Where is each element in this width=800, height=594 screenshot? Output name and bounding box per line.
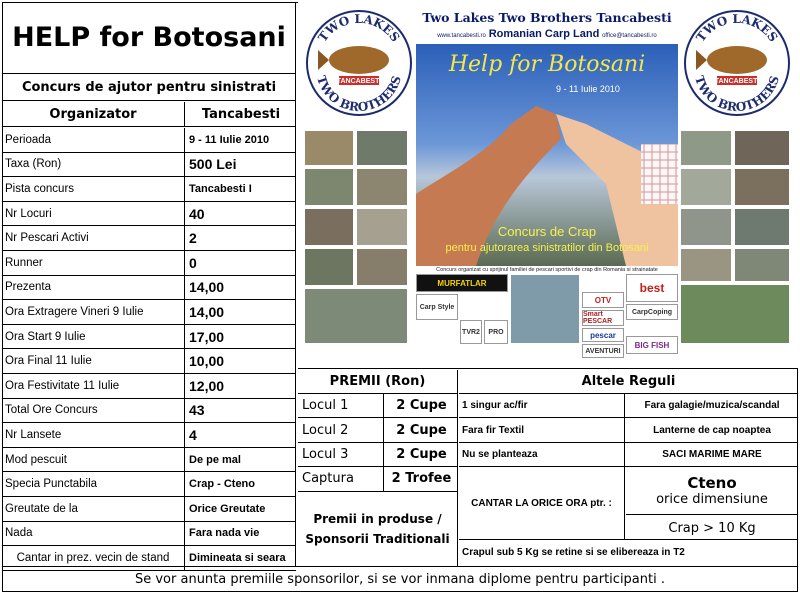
detail-label: Runner	[2, 251, 185, 275]
flood-photo	[680, 208, 732, 246]
rule-left: 1 singur ac/fir	[459, 394, 625, 417]
poster-header: Two Lakes Two Brothers Tancabesti	[422, 10, 672, 25]
details-column	[2, 2, 296, 566]
detail-value: 40	[189, 205, 205, 222]
flood-photo	[304, 208, 354, 246]
poster-date: 9 - 11 Iulie 2010	[556, 84, 620, 94]
flood-photo	[734, 168, 790, 206]
detail-label: Nr Pescari Activi	[2, 226, 185, 250]
detail-label: Ora Extragere Vineri 9 Iulie	[2, 300, 185, 324]
poster-email: office@tancabesti.ro	[602, 33, 657, 39]
detail-value: 500 Lei	[189, 156, 237, 173]
detail-label: Ora Start 9 Iulie	[2, 325, 185, 349]
detail-label: Specia Punctabila	[2, 472, 185, 496]
detail-label: Mod pescuit	[2, 448, 185, 472]
detail-label: Perioada	[2, 128, 185, 152]
page-subtitle: Concurs de ajutor pentru sinistrati	[2, 75, 296, 101]
cantar-block	[459, 467, 798, 540]
prize-value: 2 Cupe	[396, 422, 447, 438]
flood-photo	[356, 208, 408, 246]
detail-row	[2, 276, 296, 301]
detail-row	[2, 177, 296, 202]
rule-row	[459, 418, 798, 442]
detail-value: 14,00	[189, 303, 225, 320]
detail-value: 14,00	[189, 279, 225, 296]
flood-photo	[734, 248, 790, 282]
sponsor-logo: TVR2	[460, 320, 482, 344]
prize-value: 2 Trofee	[391, 471, 452, 487]
sponsor-logo: PRO	[484, 320, 508, 344]
detail-value: 2	[189, 230, 197, 247]
sponsor-logo: OTV	[582, 292, 624, 308]
detail-value: Crap - Cteno	[189, 478, 255, 491]
detail-label: Taxa (Ron)	[2, 153, 185, 177]
detail-value: 43	[189, 402, 205, 419]
flood-photo	[734, 130, 790, 166]
detail-label: Pista concurs	[2, 177, 185, 201]
flood-photo	[680, 168, 732, 206]
detail-row	[2, 497, 296, 522]
sponsor-logo: best	[626, 274, 678, 302]
poster-footnote: Concurs organizat cu sprijinul familiei de pescari sportivi de crap din Romania si strainatate	[436, 267, 658, 273]
detail-label: Ora Final 11 Iulie	[2, 349, 185, 373]
flood-photo	[356, 248, 408, 286]
prizes-note: Premii in produse / Sponsorii Traditionali	[305, 511, 450, 546]
rules-header: Altele Reguli	[459, 370, 798, 394]
cantar-label: CANTAR LA ORICE ORA ptr. :	[459, 467, 625, 539]
detail-row	[2, 472, 296, 497]
flood-photo	[304, 288, 408, 344]
rule-row	[459, 443, 798, 467]
footer-note: Se vor anunta premiile sponsorilor, si se vor inmana diplome pentru participanti .	[2, 566, 798, 592]
sponsor-logo: BIG FISH	[626, 336, 678, 354]
detail-value: 17,00	[189, 328, 225, 345]
release-rule: Crapul sub 5 Kg se retine si se elibereaza in T2	[462, 546, 685, 558]
prize-row	[298, 418, 457, 442]
flood-photo	[680, 130, 732, 166]
prize-value: 2 Cupe	[396, 446, 447, 462]
cteno-sub: orice dimensiune	[656, 492, 768, 508]
rule-left: Nu se planteaza	[459, 443, 625, 466]
rule-row	[459, 394, 798, 418]
two-lakes-logo-right	[682, 8, 792, 118]
poster-site: www.tancabesti.ro	[437, 33, 486, 39]
detail-row	[2, 448, 296, 473]
sponsor-logo: MURFATLAR	[416, 274, 508, 292]
prize-row	[298, 443, 457, 467]
rule-right: SACI MARIME MARE	[662, 448, 762, 460]
sponsor-logo: CarpCoping	[626, 304, 678, 320]
sponsor-logo: pescar	[582, 328, 624, 342]
cteno-title: Cteno	[687, 474, 737, 493]
page-title: HELP for Botosani	[2, 2, 296, 74]
detail-row	[2, 349, 296, 374]
crap-cell: Crap > 10 Kg	[668, 520, 756, 536]
detail-row	[2, 300, 296, 325]
poster-header-sub	[416, 28, 678, 40]
rule-right: Lanterne de cap noaptea	[653, 424, 771, 436]
organizer-value: Tancabesti	[201, 107, 281, 122]
logo-text-bottom-right: TWO BROTHERS	[691, 73, 783, 115]
details-table	[2, 128, 296, 571]
detail-row	[2, 202, 296, 227]
prize-label: Captura	[298, 467, 384, 490]
sponsor-logo: Smart PESCAR	[582, 310, 624, 326]
detail-value: 4	[189, 426, 197, 443]
detail-value: Fara nada vie	[189, 527, 260, 540]
poster-tagline: Romanian Carp Land	[488, 28, 600, 40]
detail-value: 12,00	[189, 377, 225, 394]
sponsor-logo: Carp Style	[416, 294, 458, 320]
prizes-table	[298, 370, 458, 566]
prize-label: Locul 3	[298, 443, 384, 466]
prize-label: Locul 2	[298, 418, 384, 441]
prize-value: 2 Cupe	[396, 398, 447, 414]
detail-value: Tancabesti I	[189, 182, 252, 195]
logo-text-bottom: TWO BROTHERS	[313, 73, 405, 115]
detail-value: 9 - 11 Iulie 2010	[189, 133, 270, 146]
detail-row	[2, 423, 296, 448]
detail-label: Total Ore Concurs	[2, 399, 185, 423]
logo-text-top-right: TWO LAKES	[693, 11, 781, 45]
rule-left: Fara fir Textil	[459, 418, 625, 441]
detail-value: De pe mal	[189, 453, 241, 466]
prize-row	[298, 467, 457, 491]
rule-right: Fara galagie/muzica/scandal	[644, 400, 780, 412]
prize-row	[298, 394, 457, 418]
logo-center-text: TANCABESTI	[336, 78, 382, 85]
poster-title: Help for Botosani	[448, 52, 646, 77]
flood-photo	[304, 248, 354, 286]
detail-row	[2, 128, 296, 153]
detail-row	[2, 226, 296, 251]
detail-label: Nr Lansete	[2, 423, 185, 447]
logo-center-text-right: TANCABESTI	[714, 78, 760, 85]
two-lakes-logo-left	[304, 8, 414, 118]
event-poster	[298, 2, 798, 369]
detail-label: Greutate de la	[2, 497, 185, 521]
detail-row	[2, 374, 296, 399]
rules-table	[459, 370, 798, 566]
detail-value: 10,00	[189, 353, 225, 370]
detail-label: Ora Festivitate 11 Iulie	[2, 374, 185, 398]
sponsor-logo: AVENTURI	[582, 344, 624, 358]
detail-value: Orice Greutate	[189, 502, 266, 515]
flood-photo	[356, 168, 408, 206]
detail-row	[2, 153, 296, 178]
flood-photo	[304, 168, 354, 206]
flood-photo	[680, 284, 790, 344]
logo-text-top: TWO LAKES	[315, 11, 403, 45]
organizer-row	[2, 102, 296, 127]
flood-photo	[680, 248, 732, 282]
detail-value: 0	[189, 254, 197, 271]
detail-row	[2, 251, 296, 276]
flood-photo	[356, 130, 408, 166]
organizer-label: Organizator	[2, 102, 185, 127]
detail-label: Nr Locuri	[2, 202, 185, 226]
detail-label: Cantar in prez. vecin de stand	[2, 546, 185, 570]
fisherman-photo	[510, 274, 580, 344]
detail-label: Prezenta	[2, 276, 185, 300]
poster-caption: Concurs de Crap	[497, 224, 597, 239]
prize-label: Locul 1	[298, 394, 384, 417]
flood-photo	[304, 130, 354, 166]
handshake-image	[416, 44, 678, 266]
detail-row	[2, 325, 296, 350]
detail-value: Dimineata si seara	[189, 551, 286, 564]
detail-row	[2, 399, 296, 424]
detail-label: Nada	[2, 522, 185, 546]
detail-row	[2, 522, 296, 547]
flood-photo	[734, 208, 790, 246]
cteno-cell	[626, 467, 798, 515]
prizes-header: PREMII (Ron)	[298, 370, 457, 394]
poster-caption-sub: pentru ajutorarea sinistratilor din Botosani	[445, 242, 649, 254]
